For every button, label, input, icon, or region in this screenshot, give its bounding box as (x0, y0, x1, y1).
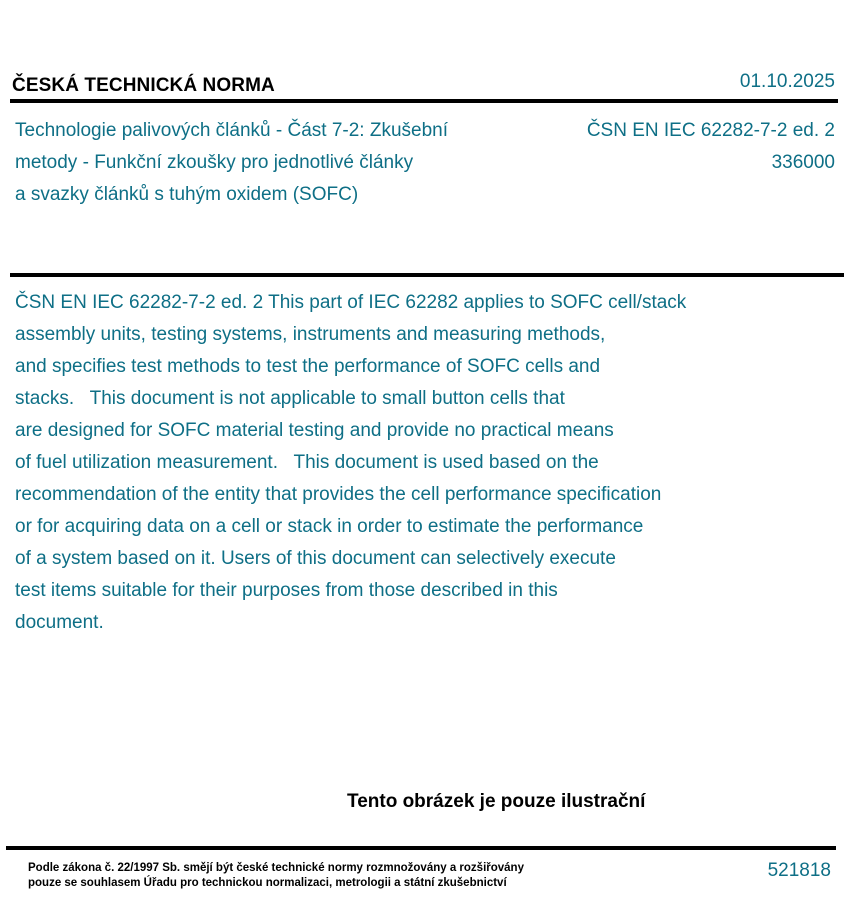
header-title: ČESKÁ TECHNICKÁ NORMA (12, 75, 275, 96)
abstract-line: of fuel utilization measurement. This document is used based on the (15, 452, 599, 473)
abstract-line: of a system based on it. Users of this document can selectively execute (15, 548, 616, 569)
abstract-line: document. (15, 612, 104, 633)
legal-line: pouze se souhlasem Úřadu pro technickou normalizaci, metrologii a státní zkušebnictví (28, 877, 507, 889)
document-title (15, 115, 448, 211)
section-divider (10, 273, 844, 277)
abstract-line: and specifies test methods to test the performance of SOFC cells and (15, 356, 601, 377)
abstract-line: are designed for SOFC material testing and provide no practical means (15, 420, 614, 441)
catalog-code: 521818 (767, 860, 831, 881)
legal-line: Podle zákona č. 22/1997 Sb. smějí být české technické normy rozmnožovány a rozšiřovány (28, 862, 524, 874)
title-line: metody - Funkční zkoušky pro jednotlivé články (15, 152, 414, 173)
footer-divider (6, 846, 836, 850)
classification-code: 336000 (771, 152, 835, 173)
abstract-text (15, 287, 835, 639)
abstract-line: recommendation of the entity that provides the cell performance specification (15, 484, 662, 505)
title-line: Technologie palivových článků - Část 7-2: Zkušební (15, 120, 449, 141)
standard-number: ČSN EN IEC 62282-7-2 ed. 2 (586, 120, 835, 141)
abstract-line: stacks. This document is not applicable to small button cells that (15, 388, 565, 409)
abstract-line: test items suitable for their purposes from those described in this (15, 580, 558, 601)
illustration-notice: Tento obrázek je pouze ilustrační (347, 791, 646, 812)
standard-identifier (587, 115, 835, 179)
legal-notice (28, 861, 524, 891)
abstract-line: or for acquiring data on a cell or stack in order to estimate the performance (15, 516, 644, 537)
title-line: a svazky článků s tuhým oxidem (SOFC) (15, 184, 359, 205)
abstract-line: assembly units, testing systems, instruments and measuring methods, (15, 324, 606, 345)
abstract-line: ČSN EN IEC 62282-7-2 ed. 2 This part of IEC 62282 applies to SOFC cell/stack (15, 292, 687, 313)
header-divider (10, 99, 838, 103)
publication-date: 01.10.2025 (739, 71, 835, 92)
